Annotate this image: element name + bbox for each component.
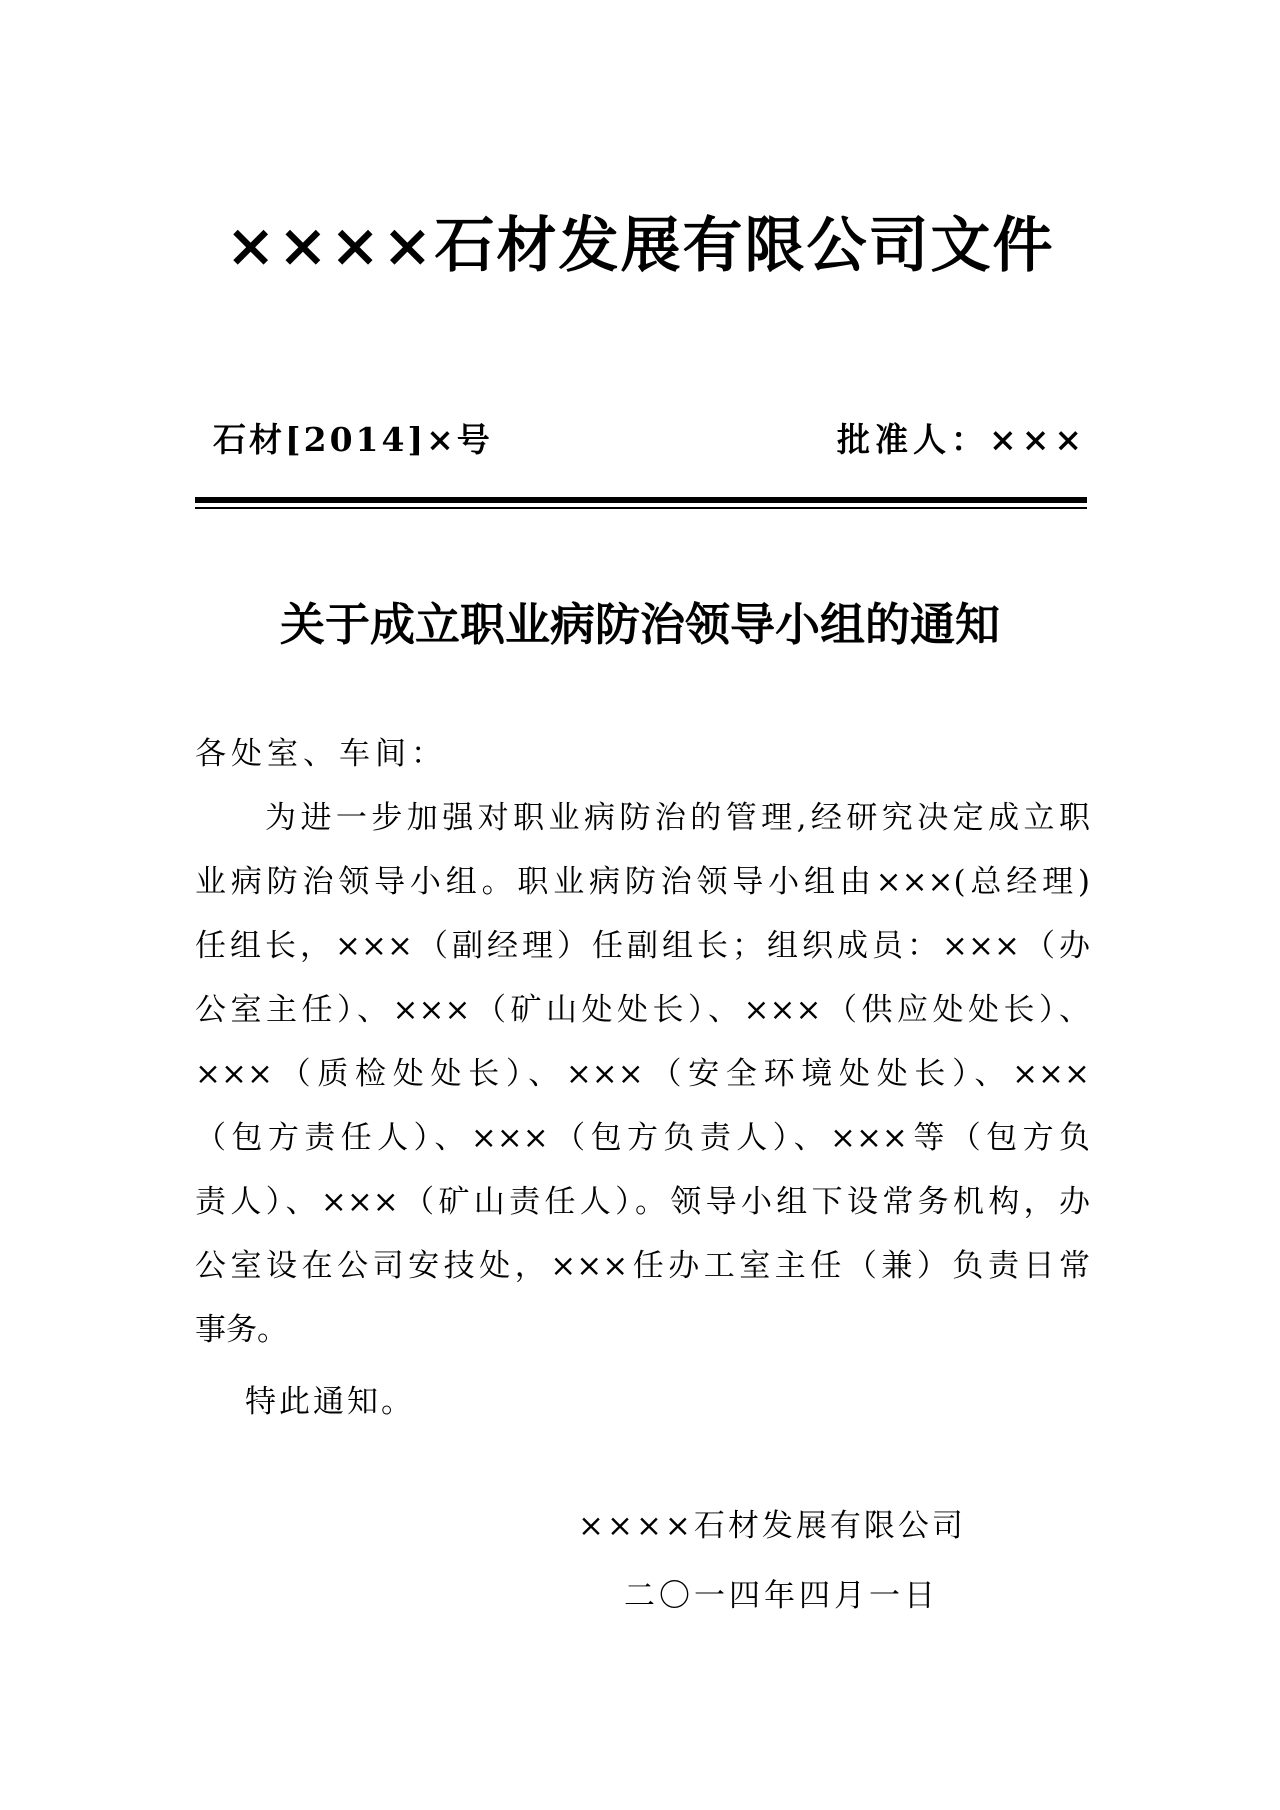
body-line: 责人）、×××（矿山责任人）。领导小组下设常务机构，办 <box>195 1184 1090 1220</box>
body-line: （包方责任人）、×××（包方负责人）、×××等（包方负 <box>195 1120 1090 1156</box>
body-line: 业病防治领导小组。职业病防治领导小组由×××(总经理) <box>195 864 1090 900</box>
document-meta-row <box>197 414 1087 466</box>
header-rule-thick <box>195 497 1087 503</box>
document-header-title: ××××石材发展有限公司文件 <box>225 211 1055 281</box>
body-line: 公室设在公司安技处，×××任办工室主任（兼）负责日常 <box>195 1248 1090 1284</box>
notice-body <box>195 786 1090 1362</box>
closing-phrase: 特此通知。 <box>245 1384 415 1420</box>
salutation: 各处室、车间： <box>195 736 447 772</box>
approver-label: 批准人：××× <box>837 420 1087 459</box>
header-rule-thin <box>195 507 1087 509</box>
body-line: 任组长，×××（副经理）任副组长；组织成员：×××（办 <box>195 928 1090 964</box>
notice-title: 关于成立职业病防治领导小组的通知 <box>279 598 1000 651</box>
body-line: ×××（质检处处长）、×××（安全环境处处长）、××× <box>195 1056 1090 1092</box>
body-line: 事务。 <box>195 1312 288 1348</box>
signature-company: ××××石材发展有限公司 <box>578 1508 966 1544</box>
body-line: 为进一步加强对职业病防治的管理,经研究决定成立职 <box>265 800 1090 836</box>
body-line: 公室主任）、×××（矿山处处长）、×××（供应处处长）、 <box>195 992 1090 1028</box>
document-number: 石材[2014]×号 <box>213 420 493 459</box>
signature-date: 二〇一四年四月一日 <box>624 1578 939 1614</box>
